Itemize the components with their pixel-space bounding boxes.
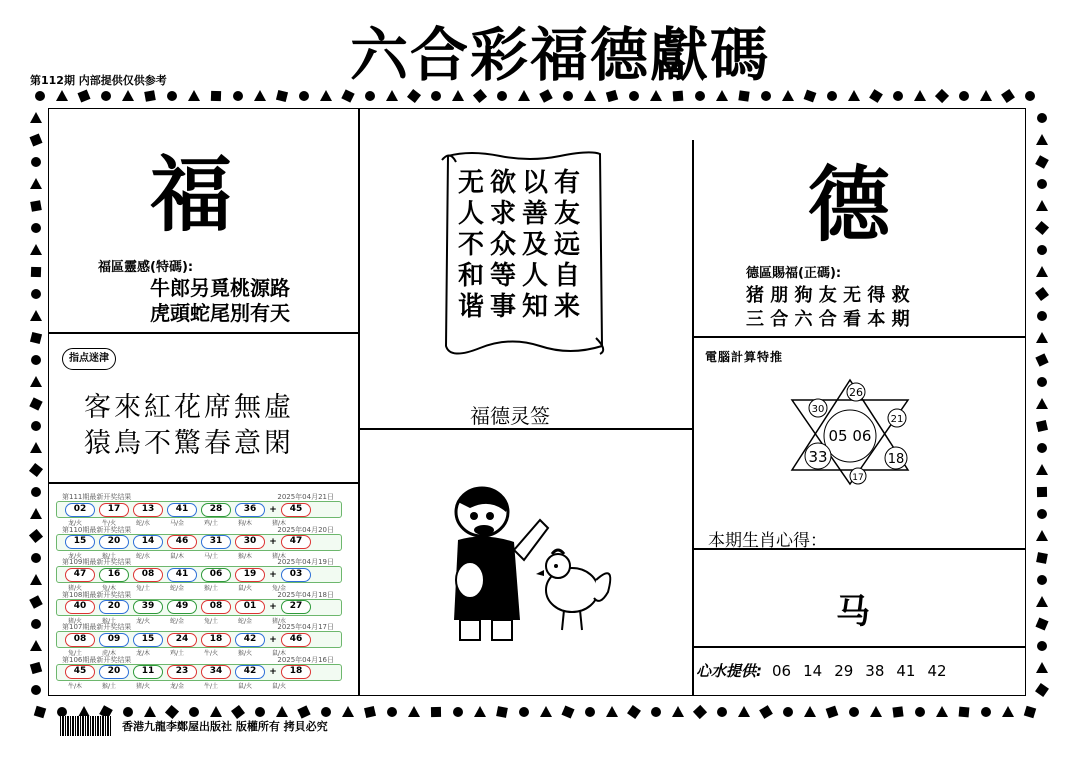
result-row xyxy=(56,492,342,525)
plus-icon: + xyxy=(269,504,277,515)
ball-zodiac: 鼠/火 xyxy=(238,585,253,592)
provide-number: 38 xyxy=(865,661,885,680)
result-date: 2025年04月17日 xyxy=(277,623,334,631)
ball-zodiac: 兔/土 xyxy=(204,617,219,625)
provide-number-list xyxy=(772,662,947,680)
lottery-ball: 14 xyxy=(133,535,163,549)
lottery-ball: 11 xyxy=(133,665,163,679)
ball-zodiac: 猴/土 xyxy=(102,682,117,690)
lottery-ball: 03 xyxy=(281,568,311,582)
footer xyxy=(60,716,328,736)
provide-number: 06 xyxy=(772,661,792,680)
lottery-ball: 19 xyxy=(235,568,265,582)
ball-zodiac: 鼠/木 xyxy=(272,650,287,657)
ball-zodiac: 牛/火 xyxy=(102,520,117,527)
result-row xyxy=(56,525,342,558)
ball-zodiac: 猴/土 xyxy=(102,552,117,560)
de-line-2: 三 合 六 合 看 本 期 xyxy=(746,309,910,330)
ball-zodiac: 猴/土 xyxy=(102,617,117,625)
provide-number: 41 xyxy=(896,661,916,680)
provide-number: 42 xyxy=(927,661,947,680)
ball-zodiac: 鼠/火 xyxy=(238,682,253,690)
result-date: 2025年04月20日 xyxy=(277,525,334,534)
ball-zodiac: 虎/木 xyxy=(102,650,117,657)
lottery-ball: 47 xyxy=(281,535,311,549)
lottery-ball: 41 xyxy=(167,503,197,517)
divider-h2 xyxy=(48,482,360,484)
lottery-ball: 28 xyxy=(201,503,231,517)
ball-zodiac: 猪/木 xyxy=(272,520,287,527)
hint-line-1: 客來紅花席無虛 xyxy=(84,392,294,423)
star-num-bottom: 17 xyxy=(852,473,864,483)
plus-icon: + xyxy=(269,634,277,645)
divider-left xyxy=(358,108,360,696)
oracle-label: 福德灵签 xyxy=(470,404,550,428)
barcode-icon xyxy=(60,716,112,736)
fu-char: 福 xyxy=(150,147,233,243)
result-title: 第108期最新开奖结果 xyxy=(62,590,132,599)
result-title: 第109期最新开奖结果 xyxy=(62,558,132,566)
lottery-ball: 27 xyxy=(281,600,311,614)
lottery-ball: 42 xyxy=(235,665,265,679)
ball-zodiac: 猴/木 xyxy=(238,552,253,560)
result-zodiacs xyxy=(56,583,342,592)
result-header xyxy=(56,590,342,599)
lottery-ball: 49 xyxy=(167,600,197,614)
de-line-1: 猪 朋 狗 友 无 得 救 xyxy=(746,285,910,306)
zodiac-label: 本期生肖心得： xyxy=(708,531,827,551)
fu-verse xyxy=(150,276,290,326)
result-title: 第110期最新开奖结果 xyxy=(62,525,132,534)
result-header xyxy=(56,525,342,534)
ball-zodiac: 牛/木 xyxy=(68,682,83,690)
ball-zodiac: 猴/火 xyxy=(238,650,253,657)
result-balls xyxy=(56,631,342,648)
divider-h3 xyxy=(692,336,1026,338)
scroll-row-2: 人求善友 xyxy=(458,199,587,229)
result-zodiacs xyxy=(56,518,342,527)
ball-zodiac: 猪/火 xyxy=(136,682,151,690)
star-num-lower-right: 18 xyxy=(887,452,905,467)
ball-zodiac: 马/土 xyxy=(204,552,219,560)
lottery-ball: 20 xyxy=(99,665,129,679)
scroll-row-3: 不众及远 xyxy=(458,230,587,260)
result-balls xyxy=(56,599,342,616)
lottery-ball: 41 xyxy=(167,568,197,582)
ball-zodiac: 兔/土 xyxy=(136,585,151,592)
result-header xyxy=(56,655,342,664)
scroll-row-4: 和等人自 xyxy=(458,261,587,291)
results-list xyxy=(56,492,342,688)
result-balls xyxy=(56,664,342,681)
hint-line-2: 猿鳥不驚春意閑 xyxy=(84,428,294,459)
ball-zodiac: 兔/木 xyxy=(102,585,117,592)
scroll-row-5: 谐事知来 xyxy=(458,292,587,322)
lottery-ball: 08 xyxy=(65,633,95,647)
ball-zodiac: 牛/土 xyxy=(204,682,219,690)
scroll-poem xyxy=(458,168,608,323)
ball-zodiac: 牛/火 xyxy=(204,650,219,657)
lottery-ball: 46 xyxy=(281,633,311,647)
main-title: 六合彩福德獻碼 xyxy=(350,21,771,89)
ball-zodiac: 兔/金 xyxy=(272,585,287,592)
ball-zodiac: 蛇/金 xyxy=(170,585,185,592)
lottery-ball: 23 xyxy=(167,665,197,679)
provide-number: 29 xyxy=(834,661,854,680)
lottery-ball: 20 xyxy=(99,600,129,614)
lottery-ball: 08 xyxy=(201,600,231,614)
plus-icon: + xyxy=(269,602,277,612)
cartoon-illustration xyxy=(440,480,620,650)
plus-icon: + xyxy=(269,537,277,547)
lottery-ball: 16 xyxy=(99,568,129,582)
fu-line-2: 虎頭蛇尾別有天 xyxy=(150,301,290,325)
ball-zodiac: 猪/火 xyxy=(68,617,83,625)
ball-zodiac: 龙/火 xyxy=(68,520,83,527)
ball-zodiac: 龙/火 xyxy=(136,617,151,625)
result-date: 2025年04月16日 xyxy=(277,655,334,664)
provide-number: 14 xyxy=(803,661,823,680)
result-zodiacs xyxy=(56,616,342,625)
de-label: 德區賜福(正碼): xyxy=(746,266,842,281)
lottery-ball: 47 xyxy=(65,568,95,582)
star-num-top: 26 xyxy=(849,386,863,399)
scroll-row-1: 无欲以有 xyxy=(458,168,587,198)
ball-zodiac: 蛇/水 xyxy=(136,520,151,527)
lottery-ball: 20 xyxy=(99,535,129,549)
plus-icon: + xyxy=(269,667,277,677)
fu-label: 福區靈感(特碼): xyxy=(98,260,194,275)
divider-h1 xyxy=(48,332,360,334)
lottery-ball: 13 xyxy=(133,503,163,517)
result-balls xyxy=(56,534,342,551)
hint-badge: 指点迷津 xyxy=(62,348,116,370)
ball-zodiac: 鸡/土 xyxy=(204,520,219,527)
provided-numbers xyxy=(696,660,947,681)
lottery-ball: 45 xyxy=(65,665,95,679)
ball-zodiac: 猴/土 xyxy=(204,585,219,592)
lottery-ball: 30 xyxy=(235,535,265,549)
lottery-ball: 09 xyxy=(99,633,129,647)
ball-zodiac: 鸡/土 xyxy=(170,650,185,657)
result-date: 2025年04月21日 xyxy=(277,493,334,501)
ball-zodiac: 龙/金 xyxy=(170,682,185,690)
lottery-ball: 18 xyxy=(201,633,231,647)
star-num-center: 05 06 xyxy=(828,427,872,445)
result-date: 2025年04月18日 xyxy=(277,590,334,599)
star-num-lower-left: 33 xyxy=(808,448,828,466)
provide-label: 心水提供: xyxy=(696,662,762,680)
ball-zodiac: 鼠/木 xyxy=(170,552,185,560)
result-title: 第107期最新开奖结果 xyxy=(62,623,132,631)
lottery-ball: 45 xyxy=(281,503,311,517)
lottery-ball: 08 xyxy=(133,568,163,582)
lottery-ball: 39 xyxy=(133,600,163,614)
zodiac-value: 马 xyxy=(836,592,870,632)
lottery-ball: 15 xyxy=(133,633,163,647)
result-header xyxy=(56,622,342,631)
lottery-ball: 31 xyxy=(201,535,231,549)
footer-text: 香港九龍李鄭屋出版社 版權所有 拷貝必究 xyxy=(122,720,328,733)
fu-line-1: 牛郎另覓桃源路 xyxy=(150,276,290,300)
ball-zodiac: 马/金 xyxy=(170,520,185,527)
de-char: 德 xyxy=(808,157,891,253)
lottery-ball: 24 xyxy=(167,633,197,647)
result-balls xyxy=(56,566,342,583)
ball-zodiac: 猪/水 xyxy=(272,617,287,625)
ball-zodiac: 鼠/火 xyxy=(272,682,287,690)
ball-zodiac: 蛇/金 xyxy=(238,617,253,625)
hint-verse xyxy=(84,390,294,462)
result-zodiacs xyxy=(56,681,342,690)
divider-right xyxy=(692,140,694,696)
lottery-ball: 46 xyxy=(167,535,197,549)
ball-zodiac: 猪/木 xyxy=(272,552,287,560)
ball-zodiac: 猪/火 xyxy=(68,585,83,592)
result-row xyxy=(56,590,342,623)
lottery-ball: 06 xyxy=(201,568,231,582)
star-diagram xyxy=(780,378,920,486)
result-row xyxy=(56,655,342,688)
de-verse xyxy=(746,284,910,332)
lottery-ball: 42 xyxy=(235,633,265,647)
star-num-upper-left: 30 xyxy=(811,404,825,415)
result-zodiacs xyxy=(56,648,342,657)
lottery-ball: 01 xyxy=(235,600,265,614)
ball-zodiac: 兔/土 xyxy=(68,650,83,657)
result-row xyxy=(56,622,342,655)
result-title: 第111期最新开奖结果 xyxy=(62,493,132,501)
divider-h6 xyxy=(692,646,1026,648)
result-zodiacs xyxy=(56,551,342,560)
result-title: 第106期最新开奖结果 xyxy=(62,655,132,664)
result-balls xyxy=(56,501,342,518)
ball-zodiac: 狗/木 xyxy=(238,520,253,527)
lottery-ball: 18 xyxy=(281,665,311,679)
lottery-ball: 02 xyxy=(65,503,95,517)
ball-zodiac: 蛇/水 xyxy=(136,552,151,560)
lottery-ball: 15 xyxy=(65,535,95,549)
calc-label: 電腦計算特推 xyxy=(705,350,784,364)
result-date: 2025年04月19日 xyxy=(277,558,334,566)
result-header xyxy=(56,557,342,566)
ball-zodiac: 龙/火 xyxy=(68,552,83,560)
lottery-ball: 40 xyxy=(65,600,95,614)
ball-zodiac: 龙/木 xyxy=(136,650,151,657)
lottery-ball: 36 xyxy=(235,503,265,517)
plus-icon: + xyxy=(269,569,277,580)
issue-line: 第112期 内部提供仅供参考 xyxy=(30,74,167,87)
result-row xyxy=(56,557,342,590)
ball-zodiac: 蛇/金 xyxy=(170,617,185,625)
result-header xyxy=(56,492,342,501)
lottery-ball: 17 xyxy=(99,503,129,517)
star-num-upper-right: 21 xyxy=(890,414,904,425)
lottery-ball: 34 xyxy=(201,665,231,679)
